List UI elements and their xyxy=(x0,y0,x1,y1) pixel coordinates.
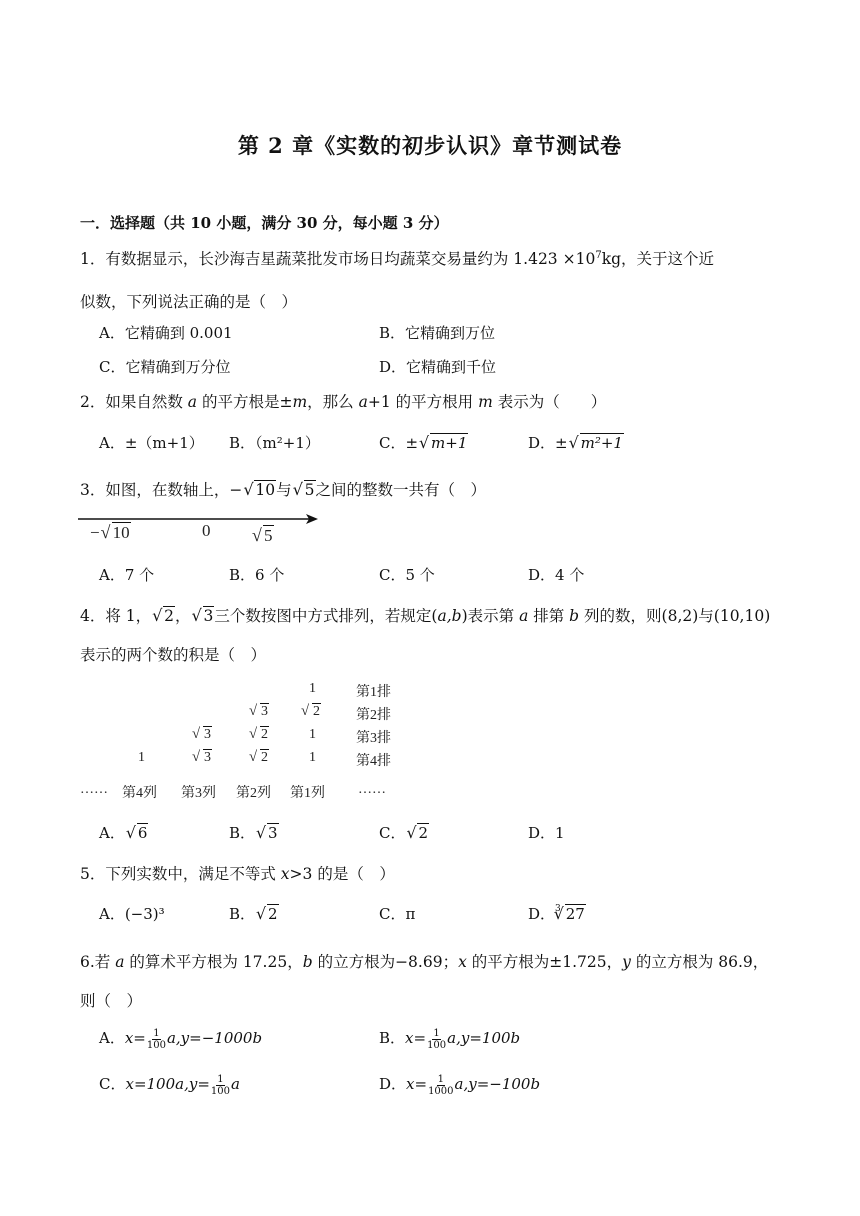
q3-option-c[interactable]: C．5 个 xyxy=(379,566,435,584)
q1-option-d[interactable]: D．它精确到千位 xyxy=(379,358,497,376)
q4-option-b[interactable]: B．√ 3 xyxy=(229,822,279,843)
q1-option-b[interactable]: B．它精确到万位 xyxy=(379,324,496,342)
question-4-line1: 4．将 1，√ 2，√ 3三个数按图中方式排列，若规定(a,b)表示第 a 排第 b 列的数，则(8,2)与(10,10) xyxy=(80,604,770,626)
col-label-1: 第1列 xyxy=(290,786,325,801)
q1-option-c[interactable]: C．它精确到万分位 xyxy=(99,358,231,376)
q4-option-a[interactable]: A．√ 6 xyxy=(99,822,148,843)
row-label-2: 第2排 xyxy=(356,708,391,723)
col-label-4: 第4列 xyxy=(122,786,157,801)
dots-left: …… xyxy=(80,782,108,797)
q3-option-b[interactable]: B．6 个 xyxy=(229,566,285,584)
row-label-1: 第1排 xyxy=(356,685,391,700)
tri-r1c1: 1 xyxy=(309,681,316,696)
tri-r3c1: 1 xyxy=(309,727,316,742)
q2-option-a[interactable]: A．±（m+1） xyxy=(99,434,204,452)
question-5: 5．下列实数中，满足不等式 x>3 的是（ ） xyxy=(80,865,395,883)
q2-option-b[interactable]: B．（m²+1） xyxy=(229,434,320,452)
col-label-2: 第2列 xyxy=(236,786,271,801)
col-label-3: 第3列 xyxy=(181,786,216,801)
row-label-4: 第4排 xyxy=(356,754,391,769)
question-2: 2．如果自然数 a 的平方根是±m，那么 a+1 的平方根用 m 表示为（ ） xyxy=(80,393,607,411)
tri-r4c3: √ 3 xyxy=(191,750,212,766)
row-label-3: 第3排 xyxy=(356,731,391,746)
q2-option-d[interactable]: D．±√ m²+1 xyxy=(528,432,624,453)
q4-option-c[interactable]: C．√ 2 xyxy=(379,822,429,843)
axis-label-neg-sqrt10: −√ 10 xyxy=(90,523,131,543)
q3-option-a[interactable]: A．7 个 xyxy=(99,566,155,584)
tri-r3c2: √ 2 xyxy=(248,727,269,743)
question-4-line2: 表示的两个数的积是（ ） xyxy=(80,646,267,664)
q2-option-c[interactable]: C．±√ m+1 xyxy=(379,432,468,453)
q5-option-c[interactable]: C．π xyxy=(379,905,416,923)
tri-r2c1: √ 2 xyxy=(300,704,321,720)
q6-option-b[interactable]: B．x= $\frac{1}{100}$ a,y=100b xyxy=(379,1027,521,1051)
q6-option-d[interactable]: D．x= $\frac{1}{1000}$ a,y=−100b xyxy=(379,1073,541,1097)
question-1-line1: 1．有数据显示，长沙海吉星蔬菜批发市场日均蔬菜交易量约为 $1.423 \times 10^7kg$，关于这个近 xyxy=(80,249,715,268)
question-6-line1: 6.若 a 的算术平方根为 17.25，b 的立方根为−8.69；x 的平方根为±1.725，y 的立方根为 86.9， xyxy=(80,953,769,971)
q1-option-a[interactable]: A．它精确到 0.001 xyxy=(99,324,233,342)
question-3: 3．如图，在数轴上，−√ 10与√ 5之间的整数一共有（ ） xyxy=(80,478,486,500)
axis-label-sqrt5: √ 5 xyxy=(251,526,274,546)
q4-option-d[interactable]: D．1 xyxy=(528,824,565,842)
q5-option-b[interactable]: B．√ 2 xyxy=(229,903,279,924)
tri-r4c4: 1 xyxy=(138,750,145,765)
page-title: 第 2 章《实数的初步认识》章节测试卷 xyxy=(237,133,623,158)
tri-r2c2: √ 3 xyxy=(248,704,269,720)
q6-option-a[interactable]: A．x= $\frac{1}{100}$ a,y=−1000b xyxy=(99,1027,263,1051)
q6-option-c[interactable]: C．x=100a,y= $\frac{1}{100}$ a xyxy=(99,1073,240,1097)
q5-option-a[interactable]: A．(−3)³ xyxy=(99,905,165,923)
dots-right: …… xyxy=(358,782,386,797)
section-heading: 一．选择题（共 10 小题，满分 30 分，每小题 3 分） xyxy=(80,214,449,232)
tri-r4c1: 1 xyxy=(309,750,316,765)
q3-option-d[interactable]: D．4 个 xyxy=(528,566,585,584)
question-6-line2: 则（ ） xyxy=(80,992,143,1010)
tri-r4c2: √ 2 xyxy=(248,750,269,766)
axis-label-zero: 0 xyxy=(202,521,211,540)
tri-r3c3: √ 3 xyxy=(191,727,212,743)
question-1-line2: 似数，下列说法正确的是（ ） xyxy=(80,293,298,311)
q5-option-d[interactable]: D．$^3$√ 27 xyxy=(528,903,586,924)
